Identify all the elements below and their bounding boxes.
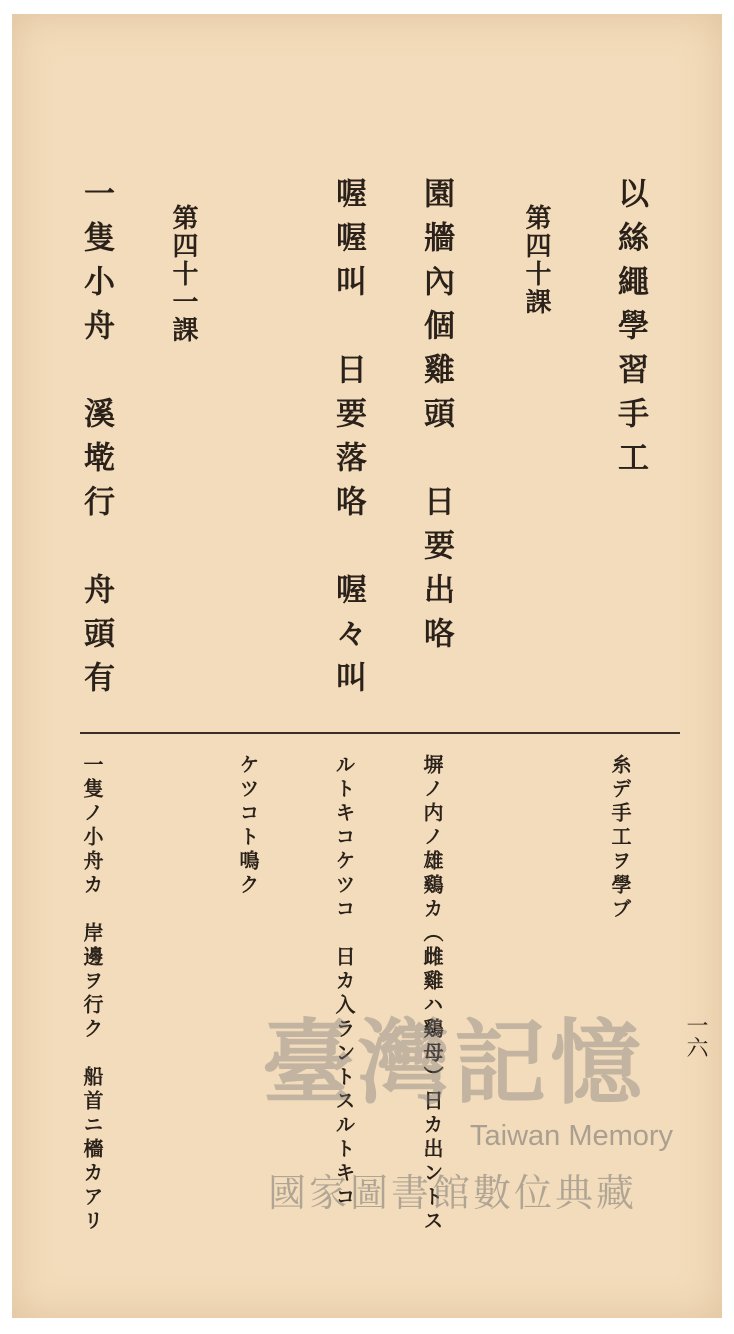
lesson40-line-3: 喔喔叫 日要落咯 喔々叫 (330, 177, 366, 705)
lesson40-heading: 第四十課 (521, 204, 551, 316)
page-number: 一六 (683, 1014, 708, 1058)
translation-line-4: ケツコト鳴ク (236, 754, 260, 898)
lesson41-heading: 第四十一課 (168, 204, 198, 344)
translation-line-3: ルトキコケツコ 日カ入ラントスルトキコ (332, 754, 356, 1210)
translation-line-1: 糸デ手工ヲ學ブ (608, 754, 632, 922)
lesson40-line-2: 園牆內個雞頭 日要出咯 (418, 177, 454, 661)
watermark-subtitle: 國家圖書館數位典藏 (268, 1171, 638, 1215)
lesson41-line-1: 一隻小舟 溪墘行 舟頭有 (78, 177, 114, 705)
watermark-title: 臺灣記憶 (262, 1009, 647, 1117)
translation-line-5: 一隻ノ小舟カ 岸邊ヲ行ク 船首ニ檣カアリ (80, 754, 104, 1234)
section-divider (80, 732, 680, 734)
translation-line-2: 塀ノ内ノ雄鷄カ（雌雞ハ鷄母）日カ出ントス (420, 754, 444, 1234)
lesson40-line-1: 以絲繩學習手工 (612, 177, 648, 485)
watermark-english: Taiwan Memory (470, 1120, 674, 1152)
